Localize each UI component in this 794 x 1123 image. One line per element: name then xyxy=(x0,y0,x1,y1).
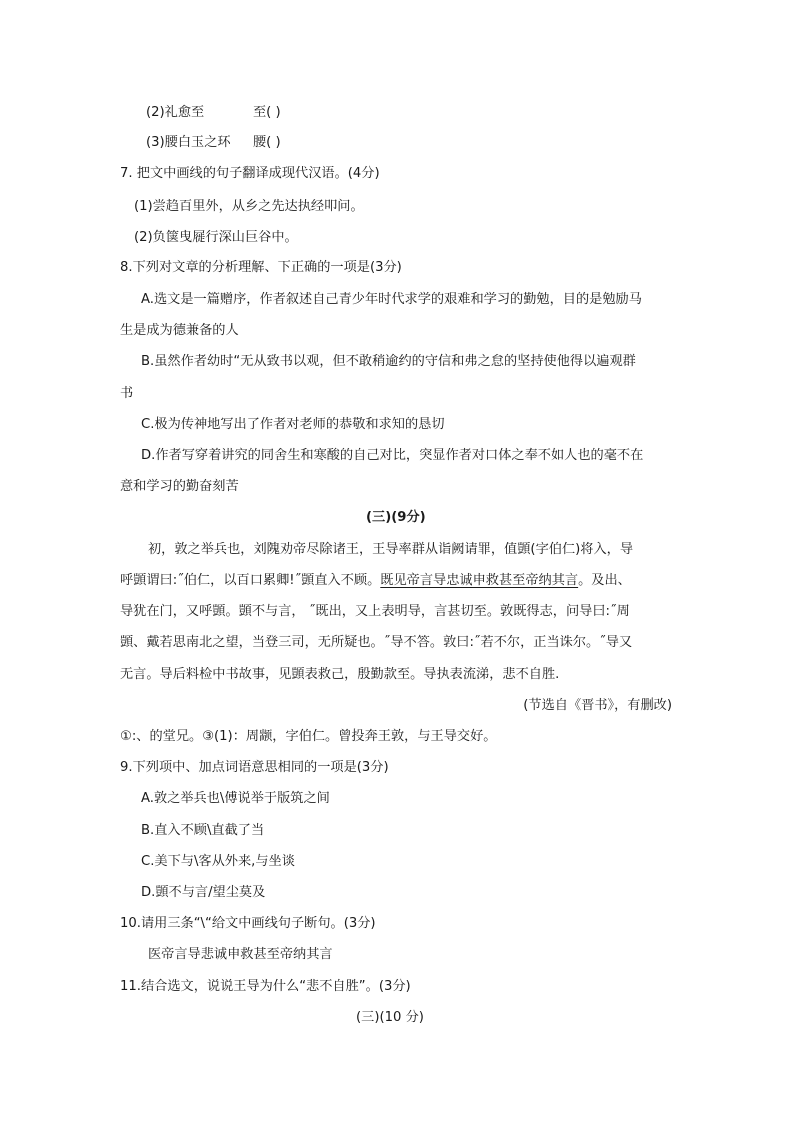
section-4-heading: (三)(10 分) xyxy=(356,1010,424,1025)
passage-footnote: ①:、的堂兄。③(1)：周颛，字伯仁。曾投奔王敦，与王导交好。 xyxy=(120,729,497,744)
section-3-heading: (三)(9分) xyxy=(366,510,426,525)
q7-sentence-2: (2)负箧曳屣行深山巨谷中。 xyxy=(134,230,298,245)
passage-line-2 xyxy=(120,572,631,590)
q8-option-c: C.极为传神地写出了作者对老师的恭敬和求知的恳切 xyxy=(141,417,445,432)
underlined-sentence: 既见帝言导忠诚申救甚至帝纳其言 xyxy=(380,573,579,588)
q11-stem: 11.结合选文，说说王导为什么“悲不自胜”。(3分) xyxy=(120,979,411,994)
q10-stem: 10.请用三条“\“给文中画线句子断句。(3分) xyxy=(120,916,376,931)
q8-stem: 8.下列对文章的分析理解、下正确的一项是(3分) xyxy=(120,260,402,275)
q7-sentence-1: (1)尝趋百里外，从乡之先达执经叩问。 xyxy=(134,199,364,214)
q9-option-a: A.敦之举兵也\傅说举于版筑之间 xyxy=(141,791,330,806)
q6-item3-right: 腰( ) xyxy=(253,135,281,150)
q8-option-d-line2: 意和学习的勤奋刻苦 xyxy=(120,479,239,494)
q9-option-c: C.美下与\客从外来,与坐谈 xyxy=(141,854,295,869)
q6-item3-left: (3)腰白玉之环 xyxy=(146,135,231,150)
q8-option-d-line1: D.作者写穿着讲究的同舍生和寒酸的自己对比，突显作者对口体之奉不如人也的毫不在 xyxy=(141,448,644,463)
q6-item2-left: (2)礼愈至 xyxy=(146,105,205,120)
passage-line-5: 无言。导后料检中书故事，见顗表救己，殷勤款至。导执表流涕，悲不自胜. xyxy=(120,667,560,682)
q8-option-a-line1: A.选文是一篇赠序，作者叙述自己青少年时代求学的艰难和学习的勤勉，目的是勉励马 xyxy=(141,292,642,307)
passage-line-2-start: 呼顗谓曰:˝伯仁，以百口累卿!˝顗直入不顾。 xyxy=(120,573,381,588)
passage-line-3: 导犹在门，又呼顗。顗不与言， ˝既出，又上表明导，言甚切至。敦既得志，问导曰:˝周 xyxy=(120,604,630,619)
q7-stem: 7. 把文中画线的句子翻译成现代汉语。(4分) xyxy=(120,166,380,181)
q10-sentence: 医帝言导悲诚申救甚至帝纳其言 xyxy=(148,947,333,962)
passage-line-4: 顗、戴若思南北之望，当登三司，无所疑也。˝导不答。敦曰:˝若不尔，正当诛尔。˝导又 xyxy=(120,635,633,650)
q8-option-b-line1: B.虽然作者幼时“无从致书以观，但不敢稍逾约的守信和弗之怠的坚持使他得以遍观群 xyxy=(141,354,636,369)
passage-line-1: 初，敦之举兵也，刘隗劝帝尽除诸王，王导率群从诣阙请罪，值顗(字伯仁)将入，导 xyxy=(148,542,634,557)
q9-option-d: D.顗不与言/望尘莫及 xyxy=(141,885,266,900)
passage-source: (节选自《晋书》，有删改) xyxy=(523,698,672,713)
q8-option-a-line2: 生是成为德兼备的人 xyxy=(120,323,239,338)
q9-stem: 9.下列项中、加点词语意思相同的一项是(3分) xyxy=(120,760,389,775)
passage-line-2-end: 。及出、 xyxy=(578,573,631,588)
q6-item2-right: 至( ) xyxy=(253,105,281,120)
q9-option-b: B.直入不顾\直截了当 xyxy=(141,823,265,838)
q8-option-b-line2: 书 xyxy=(120,386,134,401)
